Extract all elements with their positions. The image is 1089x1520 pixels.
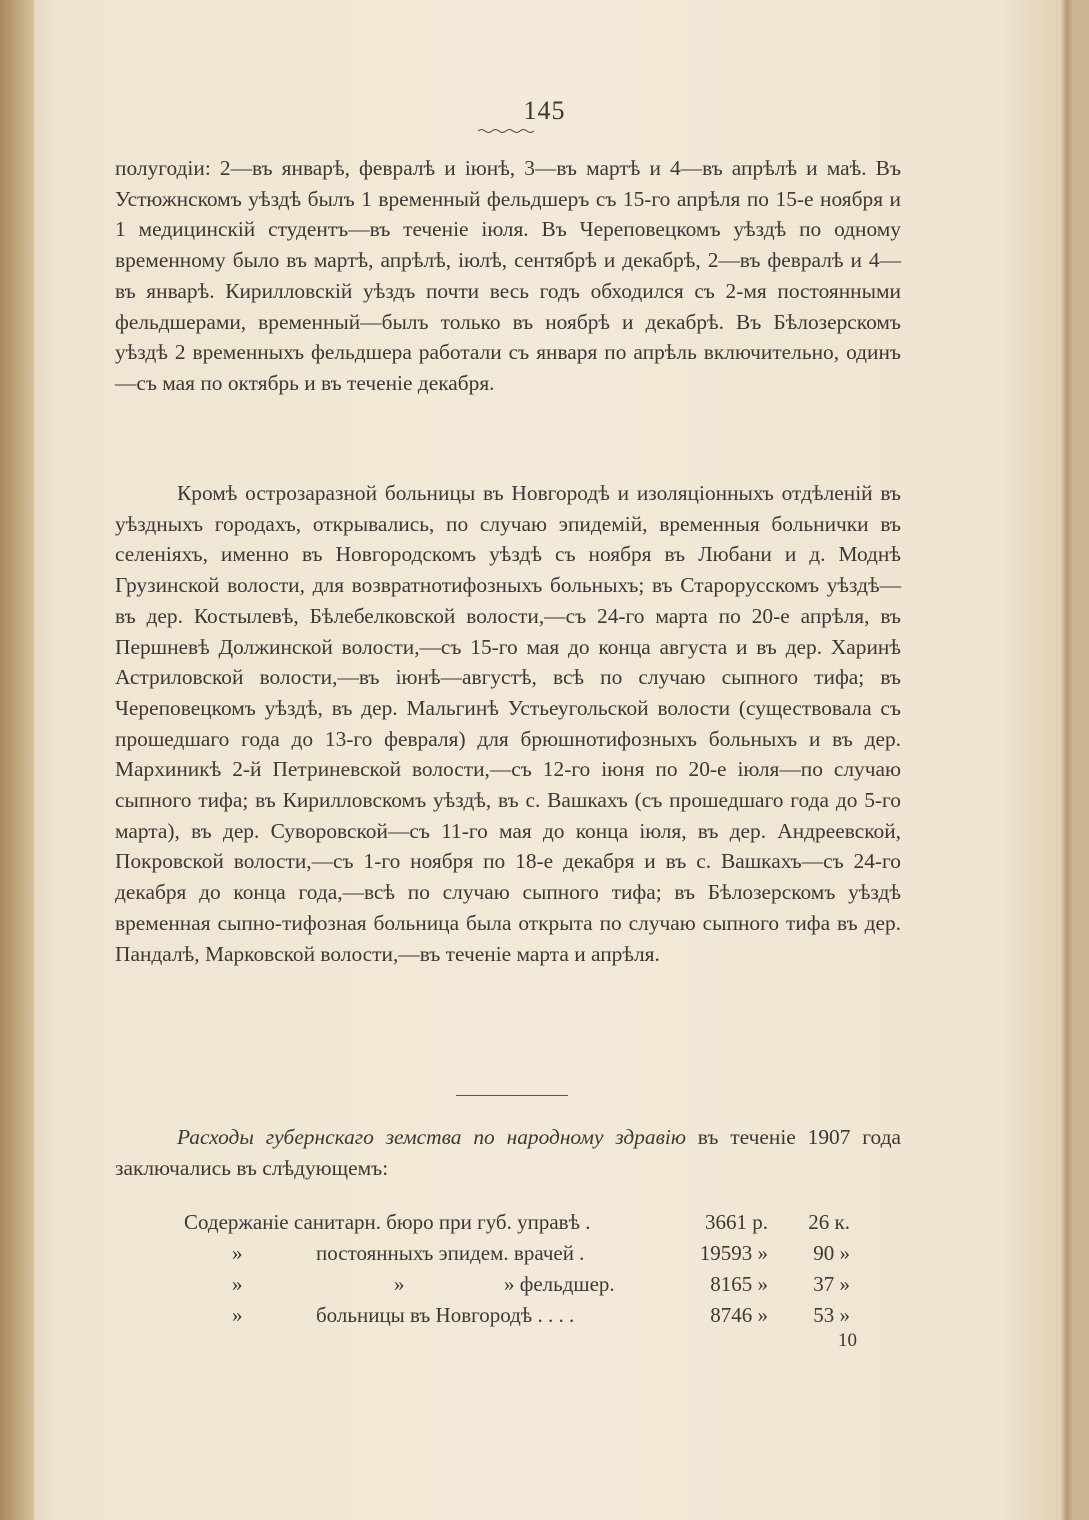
expense-row — [184, 1303, 864, 1334]
expense-kopecks: 37 » — [813, 1272, 850, 1296]
expenses-intro-rest: въ теченіе 1907 года заключались въ слѣдующемъ: — [115, 1125, 901, 1180]
expense-rubles: 8165 » — [710, 1272, 768, 1296]
expense-ditto-mark: » — [232, 1241, 243, 1265]
page-number: 145 — [523, 96, 566, 125]
expense-ditto-mark: » — [232, 1272, 243, 1296]
expense-row — [184, 1272, 864, 1303]
page-right-edge — [1059, 0, 1089, 1520]
expense-kopecks: 90 » — [813, 1241, 850, 1265]
expense-ditto-mark: » — [394, 1272, 405, 1296]
ornament-wave-icon — [478, 128, 534, 134]
expense-ditto-mark: » — [232, 1303, 243, 1327]
expense-kopecks: 53 » — [813, 1303, 850, 1327]
expense-label: постоянныхъ эпидем. врачей . — [316, 1241, 585, 1265]
paragraph-feldsher-staff: полугодіи: 2—въ январѣ, февралѣ и іюнѣ, 3—въ мартѣ и 4—въ апрѣлѣ и маѣ. Въ Устюжнскомъ уѣздѣ былъ 1 временный фельдшеръ съ 15-го апрѣля по 15-е ноября и 1 медицинскій студентъ—въ теченіе іюля. Въ Череповецкомъ уѣздѣ по одному временному было въ мартѣ, апрѣлѣ, іюлѣ, сентябрѣ и декабрѣ, 2—въ февралѣ и 4—въ январѣ. Кирилловскій уѣздъ почти весь годъ обходился съ 2-мя постоянными фельдшерами, временный—былъ только въ ноябрѣ и декабрѣ. Въ Бѣлозерскомъ уѣздѣ 2 временныхъ фельдшера работали съ января по апрѣль включительно, одинъ—съ мая по октябрь и въ теченіе декабря. — [115, 156, 901, 395]
section-divider — [456, 1095, 568, 1096]
expense-label: больницы въ Новгородѣ . . . . — [316, 1303, 575, 1327]
expense-table — [184, 1210, 864, 1334]
expenses-intro-italic: Расходы губернскаго земства по народному здравію — [177, 1125, 686, 1149]
page-left-edge — [0, 0, 34, 1520]
paragraph-temporary-hospitals: Кромѣ острозаразной больницы въ Новгородѣ и изоляціонныхъ отдѣленій въ уѣздныхъ городахъ, открывались, по случаю эпидемій, временныя больнички въ селеніяхъ, именно въ Новгородскомъ уѣздѣ съ ноября въ Любани и д. Моднѣ Грузинской волости, для возвратнотифозныхъ больныхъ; въ Старорусскомъ уѣздѣ—въ дер. Костылевѣ, Бѣлебелковской волости,—съ 24-го марта по 20-е апрѣля, въ Першневѣ Должинской волости,—съ 15-го мая до конца августа и въ дер. Харинѣ Астриловской волости,—въ іюнѣ—августѣ, всѣ по случаю сыпного тифа; въ Череповецкомъ уѣздѣ, въ дер. Мальгинѣ Устьеугольской волости (существовала съ прошедшаго года до 13-го февраля) для брюшнотифозныхъ больныхъ и въ дер. Мархиникѣ 2-й Петриневской волости,—съ 12-го іюня по 20-е іюля—по случаю сыпного тифа; въ Кирилловскомъ уѣздѣ, въ с. Вашкахъ (съ прошедшаго года до 5-го марта), въ дер. Суворовской—съ 11-го мая до конца іюля, въ дер. Андреевской, Покровской волости,—съ 1-го ноября по 18-е декабря и въ с. Вашкахъ—съ 24-го декабря до конца года,—всѣ по случаю сыпного тифа; въ Бѣлозерскомъ уѣздѣ временная сыпно-тифозная больница была открыта по случаю сыпного тифа въ дер. Пандалѣ, Марковской волости,—въ теченіе марта и апрѣля. — [115, 481, 901, 966]
paragraph-expenses-intro — [115, 1122, 901, 1183]
expense-label: Содержаніе санитарн. бюро при губ. управѣ . — [184, 1210, 591, 1234]
expense-rubles: 8746 » — [710, 1303, 768, 1327]
expense-rubles: 3661 р. — [705, 1210, 768, 1234]
expense-rubles: 19593 » — [699, 1241, 768, 1265]
expense-row — [184, 1210, 864, 1241]
expense-label: » фельдшер. — [504, 1272, 615, 1296]
expense-kopecks: 26 к. — [808, 1210, 850, 1234]
expense-row — [184, 1241, 864, 1272]
signature-mark: 10 — [838, 1330, 857, 1351]
